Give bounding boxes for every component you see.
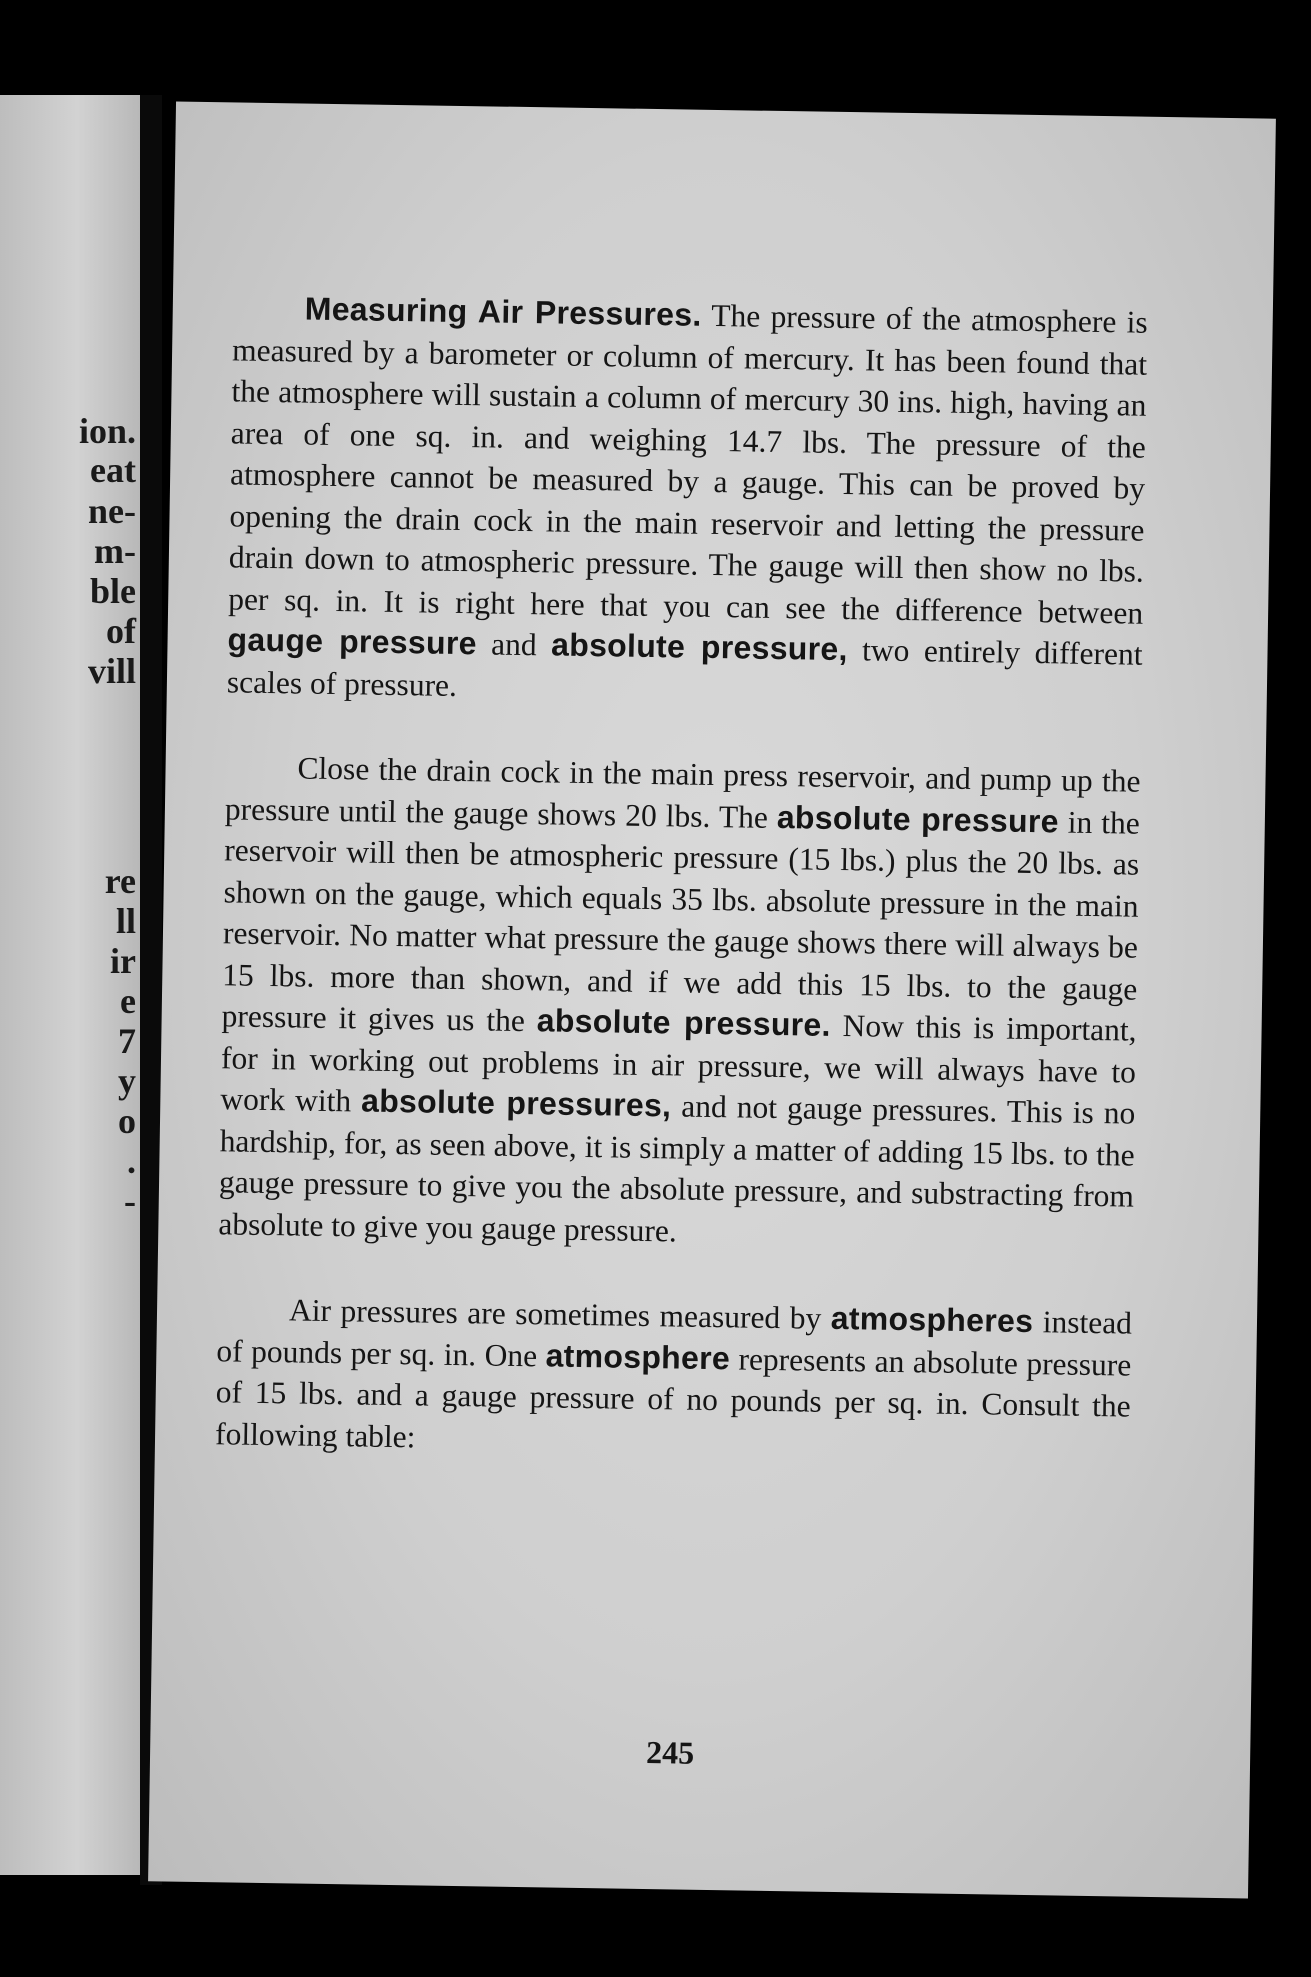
paragraph-text: and [476, 626, 552, 663]
previous-page-fragment: - [124, 1181, 136, 1221]
paragraph-text: represents an absolute pressure of 15 lbs. and a gauge pressure of no pounds per sq. in. Consult the following table: [214, 1340, 1132, 1454]
paragraph-text: and not gauge pressures. This is no hardship, for, as seen above, it is simply a matter of adding 15 lbs. to the gauge pressure to give you the absolute pressure, and substracting from absolute to give you gauge pressure. [218, 1088, 1136, 1248]
previous-page-fragment: ir [110, 941, 136, 981]
previous-page-edge [0, 95, 140, 1875]
paragraph-atmospheres [215, 1288, 1132, 1468]
previous-page-fragment: o [118, 1101, 136, 1141]
paragraph-text: two entirely different scales of pressure. [226, 632, 1143, 703]
previous-page-fragment: e [120, 981, 136, 1021]
previous-page-fragment: y [118, 1061, 136, 1101]
previous-page-fragment: ion. [78, 411, 136, 451]
previous-page-fragment: ble [89, 571, 136, 611]
previous-page-fragment: ne- [88, 491, 136, 531]
previous-page-fragment: 7 [118, 1021, 136, 1061]
previous-page-fragment: re [104, 861, 136, 901]
paragraph-text: The pressure of the atmosphere is measured by a barometer or column of mercury. It has been found that the atmosphere will sustain a column of mercury 30 ins. high, having an area of one sq. in. and weighing 14.7 lbs. The pressure of the atmosphere cannot be measured by a gauge. This can be proved by opening the drain cock in the main reservoir and letting the pressure drain down to atmospheric pressure. The gauge will then show no lbs. per sq. in. It is right here that you can see the difference between [227, 297, 1148, 631]
previous-page-fragment: ll [115, 901, 136, 941]
previous-page-fragment: of [106, 611, 136, 651]
bold-term: gauge pressure [227, 621, 477, 662]
paragraph-text: Air pressures are sometimes measured by [288, 1292, 832, 1336]
page-number: 245 [645, 1734, 695, 1771]
bold-term: absolute pressures, [360, 1082, 672, 1124]
page-body [215, 287, 1148, 1468]
paragraph-text: Now this is important, for in working out problems in air pressure, we will always have to work with [220, 1007, 1137, 1119]
paragraph-close-drain-cock [218, 746, 1141, 1258]
book-page [148, 101, 1276, 1898]
bold-term: absolute pressure. [536, 1002, 832, 1043]
previous-page-fragment: eat [90, 450, 136, 490]
previous-page-fragment: m- [94, 531, 136, 571]
paragraph-text: instead of pounds per sq. in. One [216, 1304, 1133, 1373]
previous-page-fragment: . [127, 1141, 136, 1181]
bold-term: absolute pressure [776, 798, 1060, 839]
paragraph-text: Close the drain cock in the main press reservoir, and pump up the pressure until the gauge shows 20 lbs. The [224, 750, 1141, 835]
previous-page-fragment: vill [87, 651, 136, 691]
bold-term: atmospheres [830, 1299, 1034, 1340]
bold-term: atmosphere [545, 1336, 731, 1376]
paragraph-text: in the reservoir will then be atmospheric pressure (15 lbs.) plus the 20 lbs. as shown on the gauge, which equals 35 lbs. absolute pressure in the main reservoir. No matter what pressure the gauge shows there will always be 15 lbs. more than shown, and if we add this 15 lbs. to the gauge pressure it gives us the [221, 803, 1141, 1039]
paragraph-measuring-air-pressures [227, 287, 1148, 716]
section-heading: Measuring Air Pressures. [304, 290, 702, 333]
bold-term: absolute pressure, [550, 626, 849, 668]
